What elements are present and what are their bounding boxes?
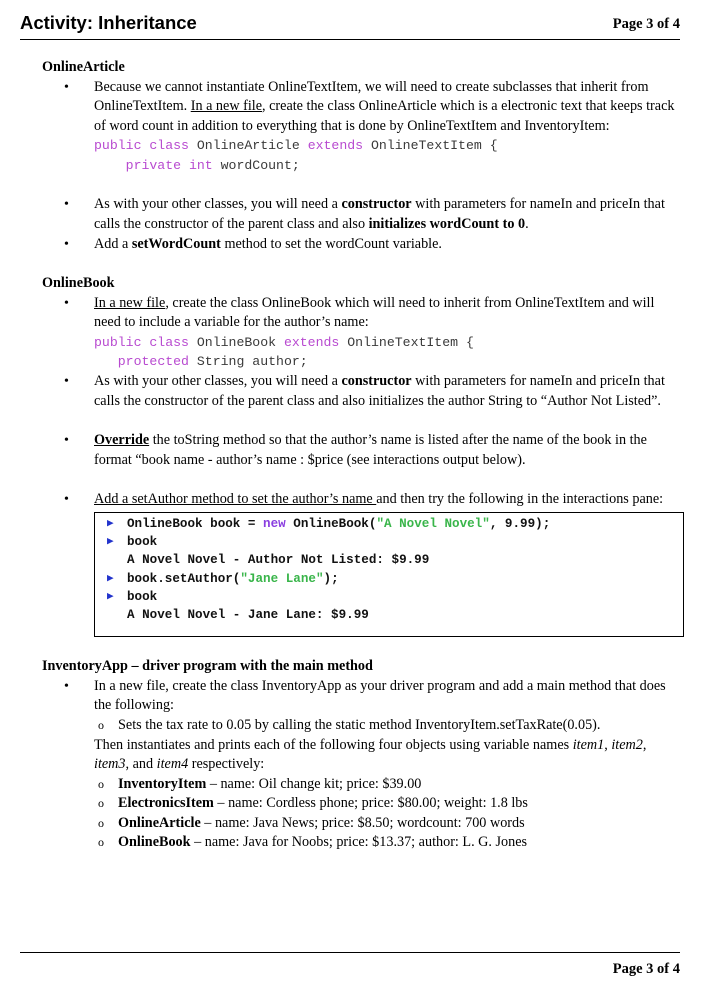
- interaction-output: A Novel Novel - Author Not Listed: $9.99: [127, 553, 430, 568]
- interaction-line: ▶ book.setAuthor("Jane Lane");: [95, 570, 683, 588]
- section-heading: OnlineArticle: [42, 59, 125, 75]
- code-snippet: public class OnlineArticle extends OnlineTextItem { private int wordCount;: [94, 138, 498, 173]
- section-online-article: [42, 58, 682, 254]
- bullet-item: • Add a setAuthor method to set the author’s name and then try the following in the interactions pane:: [42, 490, 682, 510]
- section-online-book: [42, 274, 682, 637]
- bullet-item: • Add a setWordCount method to set the wordCount variable.: [42, 235, 682, 255]
- header-page-number: Page 3 of 4: [612, 16, 680, 32]
- section-heading: InventoryApp – driver program with the main method: [42, 658, 373, 675]
- interaction-line: ▶ book: [95, 533, 683, 551]
- object-spec-item: o ElectronicsItem – name: Cordless phone; price: $80.00; weight: 1.8 lbs: [94, 794, 682, 814]
- document-title: Activity: Inheritance: [20, 12, 197, 33]
- instantiate-text: Then instantiates and prints each of the following four objects using variable names item1, item2, item3, and item4 respectively:: [94, 736, 647, 773]
- interaction-line: ▶ book: [95, 588, 683, 606]
- footer-page-number: Page 3 of 4: [612, 961, 680, 977]
- section-heading: OnlineBook: [42, 275, 115, 292]
- prompt-arrow-icon: ▶: [107, 517, 114, 530]
- object-spec-item: o OnlineArticle – name: Java News; price: $8.50; wordcount: 700 words: [94, 814, 682, 834]
- bullet-item: • In a new file, create the class OnlineBook which will need to inherit from OnlineTextItem and will need to include a variable for the author’s name: public class OnlineBook extends OnlineTextItem { protected String author;: [42, 294, 682, 372]
- page-header: [20, 9, 680, 40]
- bullet-item: • As with your other classes, you will need a constructor with parameters for nameIn and priceIn that calls the constructor of the parent class and also initializes the author String to “Author Not Listed”.: [42, 372, 682, 411]
- sub-item: o Sets the tax rate to 0.05 by calling the static method InventoryItem.setTaxRate(0.05).: [94, 716, 682, 736]
- object-spec-item: o InventoryItem – name: Oil change kit; price: $39.00: [94, 775, 682, 795]
- interactions-pane: [94, 512, 684, 637]
- object-spec-item: o OnlineBook – name: Java for Noobs; price: $13.37; author: L. G. Jones: [94, 833, 682, 853]
- prompt-arrow-icon: ▶: [107, 590, 114, 603]
- bullet-item: • Override the toString method so that the author’s name is listed after the name of the book in the format “book name - author’s name : $price (see interactions output below).: [42, 431, 682, 470]
- interaction-line: ▶ OnlineBook book = new OnlineBook("A Novel Novel", 9.99);: [95, 515, 683, 533]
- prompt-arrow-icon: ▶: [107, 536, 114, 549]
- prompt-arrow-icon: ▶: [107, 572, 114, 585]
- bullet-item: • Because we cannot instantiate OnlineTextItem, we will need to create subclasses that inherit from OnlineTextItem. In a new file, create the class OnlineArticle which is a electronic text that keeps track of word count in addition to everything that is done by OnlineTextItem and InventoryItem: public class OnlineArticle extends OnlineTextItem { private int wordCount;: [42, 78, 682, 176]
- document-body: [42, 58, 682, 853]
- code-snippet: public class OnlineBook extends OnlineTextItem { protected String author;: [94, 334, 474, 370]
- section-inventory-app: [42, 657, 682, 853]
- bullet-item: • As with your other classes, you will need a constructor with parameters for nameIn and priceIn that calls the constructor of the parent class and also initializes wordCount to 0.: [42, 195, 682, 234]
- interaction-output: A Novel Novel - Jane Lane: $9.99: [127, 607, 369, 622]
- page-footer: [20, 952, 680, 983]
- bullet-item: • In a new file, create the class InventoryApp as your driver program and add a main method that does the following: o Sets the tax rate to 0.05 by calling the static method InventoryItem.setTaxRate(0.05). Then instantiates and prints each of the following four objects using variable names item1, item2, item3, and item4 respectively: o InventoryItem – name: Oil change kit; price: $39.00 o ElectronicsItem – name: Cordless phone; price: $80.00; weight: 1.8 lbs o OnlineArticle – name: Java News; price: $8.50; wordcount: 700 words o OnlineBook – name: Java for Noobs; price: $13.37; author: L. G. Jones: [42, 677, 682, 853]
